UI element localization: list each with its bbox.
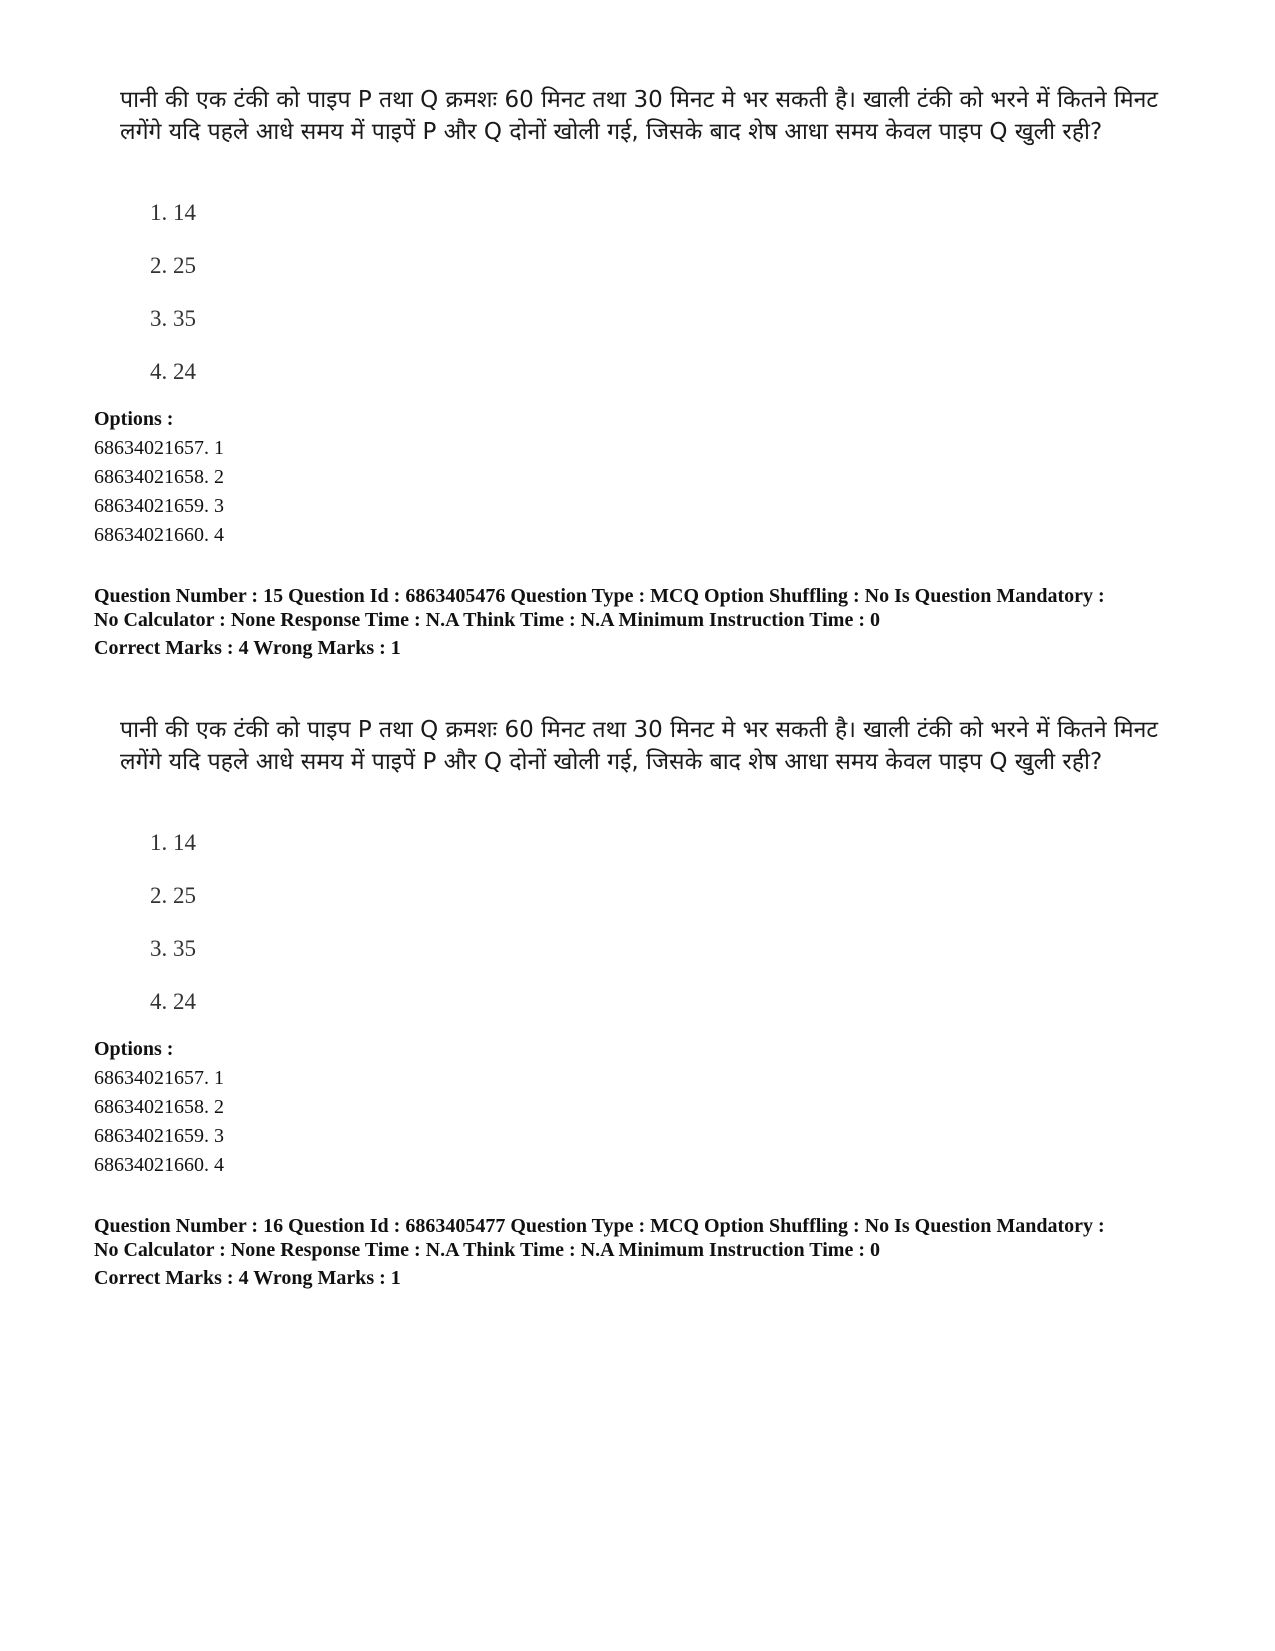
option-id-2: 68634021658. 2	[94, 466, 224, 488]
choice-2: 2. 25	[150, 253, 196, 278]
question-meta-line1: Question Number : 16 Question Id : 6863405477 Question Type : MCQ Option Shuffling : No Is Question Mandatory :	[94, 1215, 1105, 1237]
choice-4: 4. 24	[150, 359, 196, 384]
choice-2: 2. 25	[150, 883, 196, 908]
choice-3: 3. 35	[150, 306, 196, 331]
question-meta-line1: Question Number : 15 Question Id : 6863405476 Question Type : MCQ Option Shuffling : No Is Question Mandatory :	[94, 585, 1105, 607]
option-id-3: 68634021659. 3	[94, 495, 224, 517]
question-marks: Correct Marks : 4 Wrong Marks : 1	[94, 1267, 401, 1289]
options-heading: Options :	[94, 408, 174, 430]
choice-3: 3. 35	[150, 936, 196, 961]
choice-1: 1. 14	[150, 200, 196, 225]
question-text: पानी की एक टंकी को पाइप P तथा Q क्रमशः 60 मिनट तथा 30 मिनट मे भर सकती है। खाली टंकी को भरने में कितने मिनट लगेंगे यदि पहले आधे समय में पाइपें P और Q दोनों खोली गई, जिसके बाद शेष आधा समय केवल पाइप Q खुली रही?	[120, 87, 1158, 145]
question-meta-line2: No Calculator : None Response Time : N.A Think Time : N.A Minimum Instruction Time : 0	[94, 1239, 880, 1261]
option-id-3: 68634021659. 3	[94, 1125, 224, 1147]
option-id-4: 68634021660. 4	[94, 524, 224, 546]
option-id-1: 68634021657. 1	[94, 1067, 224, 1089]
options-heading: Options :	[94, 1038, 174, 1060]
question-meta-line2: No Calculator : None Response Time : N.A Think Time : N.A Minimum Instruction Time : 0	[94, 609, 880, 631]
choice-1: 1. 14	[150, 830, 196, 855]
question-marks: Correct Marks : 4 Wrong Marks : 1	[94, 637, 401, 659]
option-id-2: 68634021658. 2	[94, 1096, 224, 1118]
question-text: पानी की एक टंकी को पाइप P तथा Q क्रमशः 60 मिनट तथा 30 मिनट मे भर सकती है। खाली टंकी को भरने में कितने मिनट लगेंगे यदि पहले आधे समय में पाइपें P और Q दोनों खोली गई, जिसके बाद शेष आधा समय केवल पाइप Q खुली रही?	[120, 717, 1158, 775]
choice-4: 4. 24	[150, 989, 196, 1014]
option-id-1: 68634021657. 1	[94, 437, 224, 459]
option-id-4: 68634021660. 4	[94, 1154, 224, 1176]
